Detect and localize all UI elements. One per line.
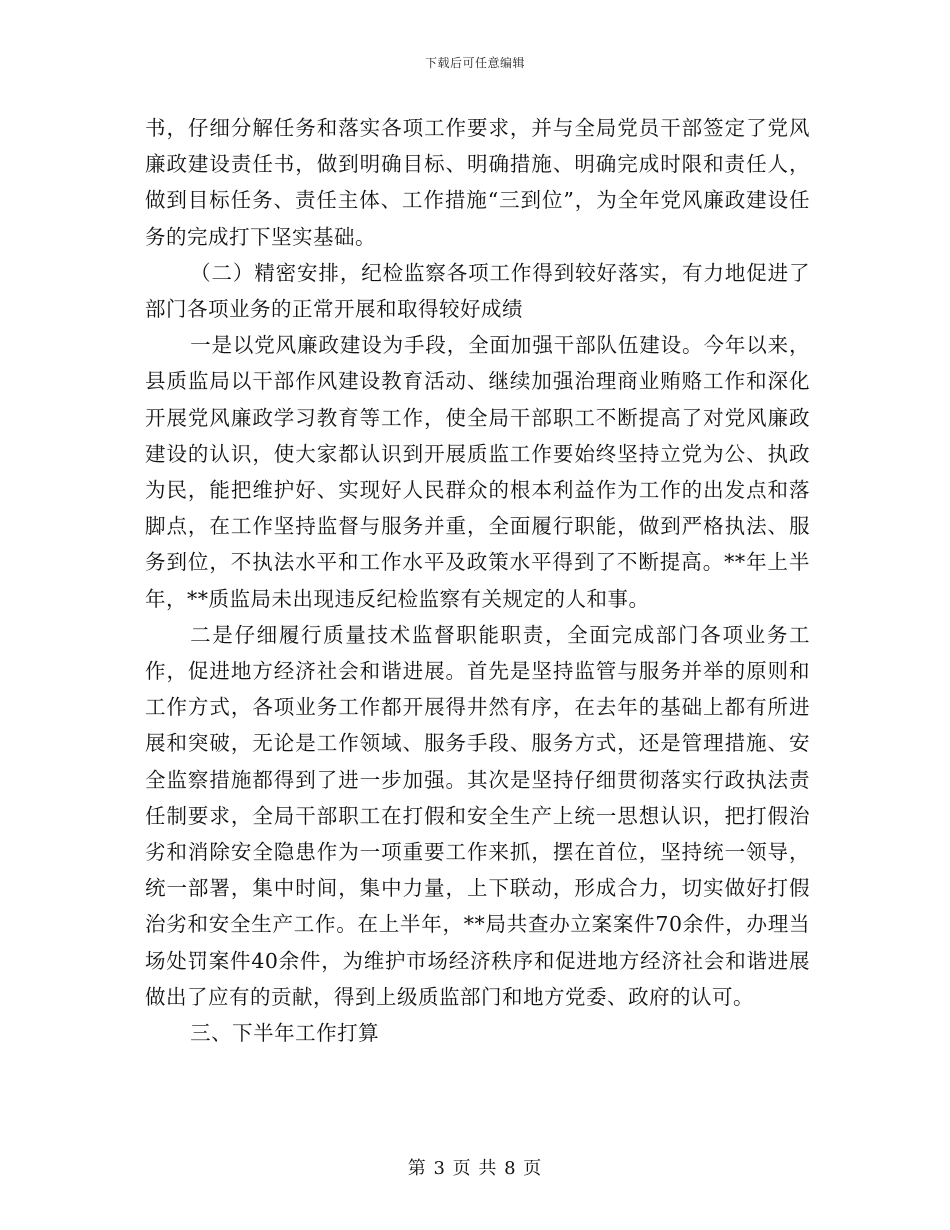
paragraph-continuation: 书，仔细分解任务和落实各项工作要求，并与全局党员干部签定了党风廉政建设责任书，做到明确目标、明确措施、明确完成时限和责任人，做到目标任务、责任主体、工作措施“三到位”，为全年党风廉政建设任务的完成打下坚实基础。 <box>145 116 810 249</box>
section-heading-3: 三、下半年工作打算 <box>190 1021 380 1046</box>
paragraph-point-two: 二是仔细履行质量技术监督职能职责，全面完成部门各项业务工作，促进地方经济社会和谐进展。首先是坚持监管与服务并举的原则和工作方式，各项业务工作都开展得井然有序，在去年的基础上都有所进展和突破，无论是工作领域、服务手段、服务方式，还是管理措施、安全监察措施都得到了进一步加强。其次是坚持仔细贯彻落实行政执法责任制要求，全局干部职工在打假和安全生产上统一思想认识，把打假治劣和消除安全隐患作为一项重要工作来抓，摆在首位，坚持统一领导，统一部署，集中时间，集中力量，上下联动，形成合力，切实做好打假治劣和安全生产工作。在上半年，**局共查办立案案件70余件，办理当场处罚案件40余件，为维护市场经济秩序和促进地方经济社会和谐进展做出了应有的贡献，得到上级质监部门和地方党委、政府的认可。 <box>145 622 810 1009</box>
section-heading-2: （二）精密安排，纪检监察各项工作得到较好落实，有力地促进了部门各项业务的正常开展和取得较好成绩 <box>145 260 810 322</box>
page-number-footer: 第 3 页 共 8 页 <box>407 1158 543 1179</box>
paragraph-point-one: 一是以党风廉政建设为手段，全面加强干部队伍建设。今年以来，县质监局以干部作风建设教育活动、继续加强治理商业贿赂工作和深化开展党风廉政学习教育等工作，使全局干部职工不断提高了对党风廉政建设的认识，使大家都认识到开展质监工作要始终坚持立党为公、执政为民，能把维护好、实现好人民群众的根本利益作为工作的出发点和落脚点，在工作坚持监督与服务并重，全面履行职能，做到严格执法、服务到位，不执法水平和工作水平及政策水平得到了不断提高。**年上半年，**质监局未出现违反纪检监察有关规定的人和事。 <box>145 333 810 611</box>
document-body <box>145 110 810 1051</box>
page-header: 下载后可任意编辑 <box>424 56 525 70</box>
